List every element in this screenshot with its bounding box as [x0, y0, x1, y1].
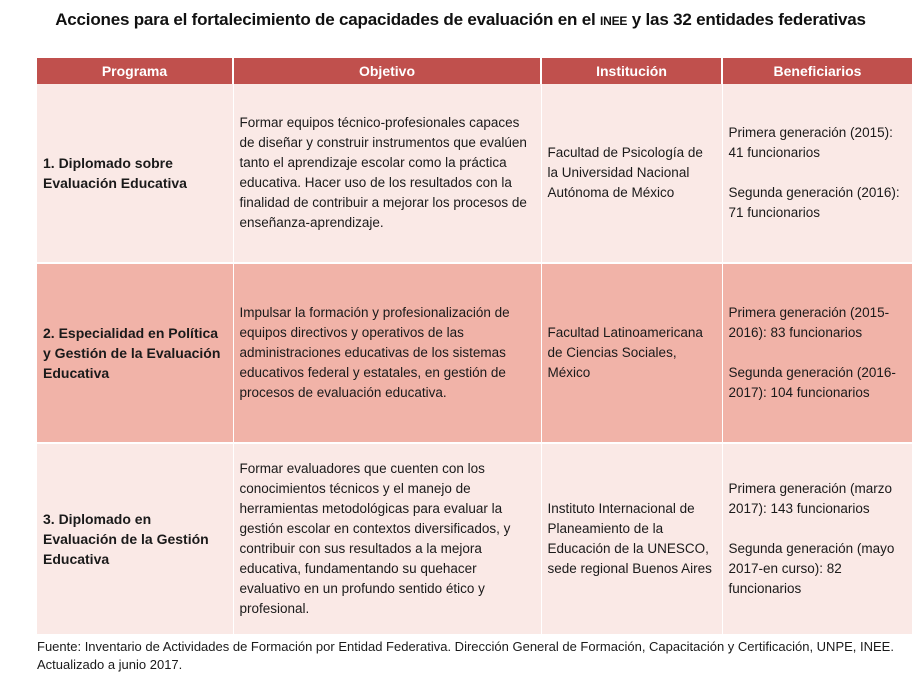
cell-objetivo: Formar equipos técnico-profesionales capaces de diseñar y construir instrumentos que evalúen tanto el aprendizaje escolar como la práctica educativa. Hacer uso de los resultados con la finalidad de contribuir a mejorar los procesos de enseñanza-aprendizaje.	[233, 84, 541, 263]
cell-objetivo: Impulsar la formación y profesionalización de equipos directivos y operativos de las administraciones educativas de los sistemas educativos federal y estatales, en gestión de procesos de evaluación educativa.	[233, 263, 541, 443]
cell-programa: 1. Diplomado sobre Evaluación Educativa	[37, 84, 233, 263]
header-institucion: Institución	[541, 58, 722, 84]
cell-objetivo: Formar evaluadores que cuenten con los conocimientos técnicos y el manejo de herramientas metodológicas para evaluar la gestión escolar en contextos diversificados, y contribuir con sus resultados a la mejora educativa, fundamentando su quehacer evaluativo en un profundo sentido ético y profesional.	[233, 443, 541, 634]
title-text-end: y las 32 entidades federativas	[627, 10, 866, 29]
header-objetivo: Objetivo	[233, 58, 541, 84]
source-note: Fuente: Inventario de Actividades de Formación por Entidad Federativa. Dirección General de Formación, Capacitación y Certificación, UNPE, INEE. Actualizado a junio 2017.	[37, 639, 894, 672]
beneficiary-first: Primera generación (marzo 2017): 143 funcionarios	[728, 481, 893, 516]
table-title	[0, 10, 921, 30]
cell-beneficiarios	[722, 84, 912, 263]
header-beneficiarios: Beneficiarios	[722, 58, 912, 84]
table-row	[37, 84, 912, 263]
table-row	[37, 263, 912, 443]
cell-institucion: Facultad Latinoamericana de Ciencias Sociales, México	[541, 263, 722, 443]
beneficiary-first: Primera generación (2015): 41 funcionarios	[728, 125, 893, 160]
cell-beneficiarios	[722, 263, 912, 443]
header-programa: Programa	[37, 58, 233, 84]
cell-programa: 2. Especialidad en Política y Gestión de la Evaluación Educativa	[37, 263, 233, 443]
title-institution: INEE	[600, 14, 628, 28]
beneficiary-first: Primera generación (2015-2016): 83 funcionarios	[728, 305, 890, 340]
beneficiary-second: Segunda generación (2016): 71 funcionarios	[728, 185, 900, 220]
programs-table	[37, 58, 912, 634]
table-row	[37, 443, 912, 634]
table-header-row	[37, 58, 912, 84]
cell-programa: 3. Diplomado en Evaluación de la Gestión Educativa	[37, 443, 233, 634]
title-text-start: Acciones para el fortalecimiento de capacidades de evaluación en el	[55, 10, 601, 29]
beneficiary-second: Segunda generación (mayo 2017-en curso): 82 funcionarios	[728, 541, 895, 596]
cell-institucion: Instituto Internacional de Planeamiento de la Educación de la UNESCO, sede regional Buenos Aires	[541, 443, 722, 634]
beneficiary-second: Segunda generación (2016-2017): 104 funcionarios	[728, 365, 896, 400]
cell-beneficiarios	[722, 443, 912, 634]
cell-institucion: Facultad de Psicología de la Universidad Nacional Autónoma de México	[541, 84, 722, 263]
